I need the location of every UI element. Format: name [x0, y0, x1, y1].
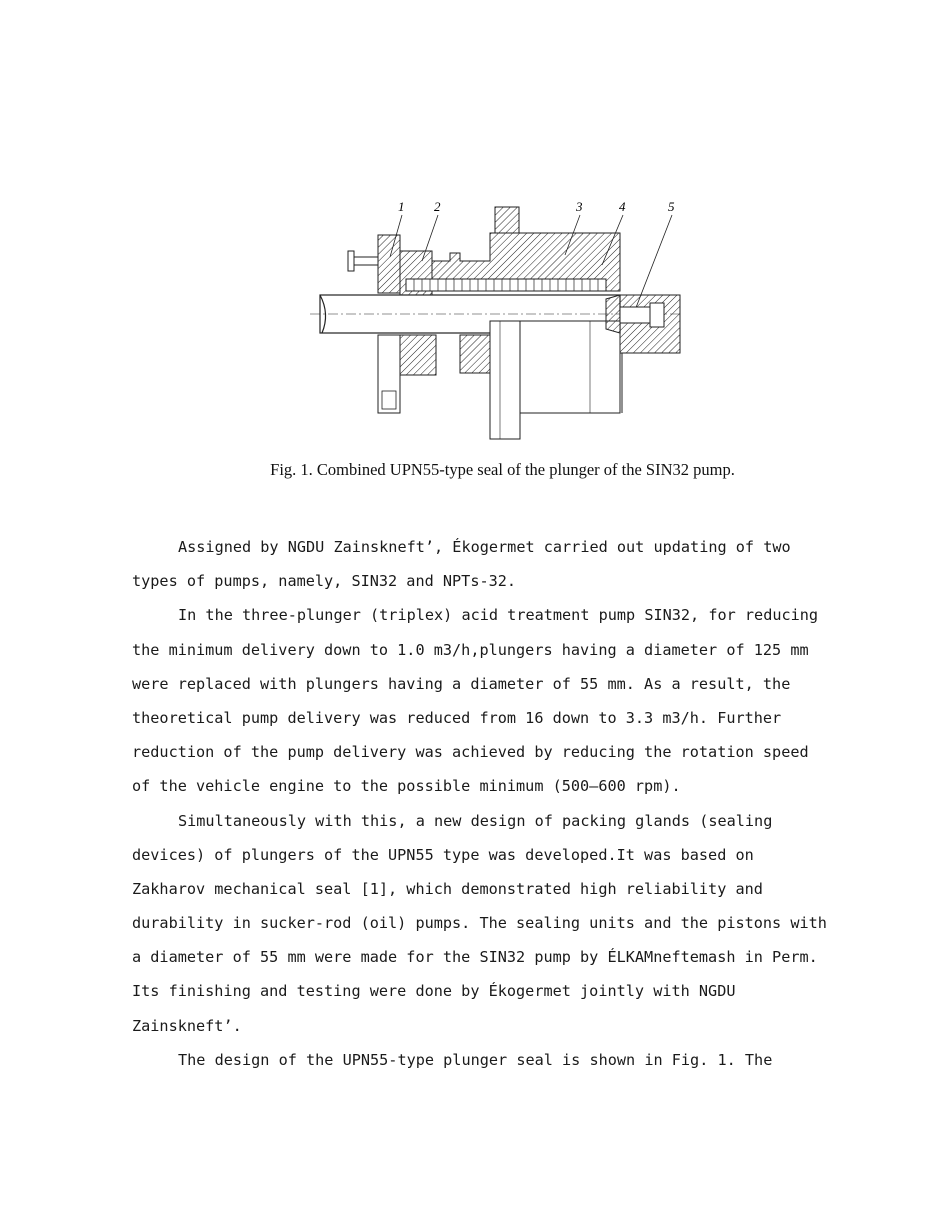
text-line: Zainskneft’.: [132, 1016, 242, 1035]
plunger-seal-figure: [310, 195, 690, 445]
callout-3: 3: [576, 199, 583, 214]
text-line: In the three-plunger (triplex) acid treatment pump SIN32, for reducing: [178, 606, 819, 625]
body-text: [132, 530, 852, 1077]
text-line: theoretical pump delivery was reduced from 16 down to 3.3 m3/h. Further: [132, 708, 782, 727]
callout-1: 1: [398, 199, 405, 214]
text-line: the minimum delivery down to 1.0 m3/h,plungers having a diameter of 125 mm: [132, 640, 809, 659]
text-line: The design of the UPN55-type plunger seal is shown in Fig. 1. The: [178, 1050, 773, 1069]
text-line: a diameter of 55 mm were made for the SIN32 pump by ÉLKAMneftemash in Perm.: [132, 948, 818, 967]
text-line: of the vehicle engine to the possible minimum (500–600 rpm).: [132, 777, 681, 796]
text-line: durability in sucker-rod (oil) pumps. The sealing units and the pistons with: [132, 914, 827, 933]
text-line: devices) of plungers of the UPN55 type was developed.It was based on: [132, 845, 754, 864]
seal-drawing: [310, 195, 690, 445]
text-line: reduction of the pump delivery was achieved by reducing the rotation speed: [132, 743, 809, 762]
text-line: Zakharov mechanical seal [1], which demonstrated high reliability and: [132, 879, 763, 898]
text-line: Simultaneously with this, a new design of packing glands (sealing: [178, 811, 773, 830]
callout-4: 4: [619, 199, 626, 214]
figure-caption: Fig. 1. Combined UPN55-type seal of the plunger of the SIN32 pump.: [270, 460, 735, 479]
callout-2: 2: [434, 199, 441, 214]
text-line: were replaced with plungers having a diameter of 55 mm. As a result, the: [132, 674, 791, 693]
text-line: Assigned by NGDU Zainskneft’, Ékogermet carried out updating of two: [178, 538, 791, 556]
text-line: Its finishing and testing were done by Ékogermet jointly with NGDU: [132, 982, 736, 1001]
text-line: types of pumps, namely, SIN32 and NPTs-32.: [132, 572, 517, 591]
callout-5: 5: [668, 199, 675, 214]
